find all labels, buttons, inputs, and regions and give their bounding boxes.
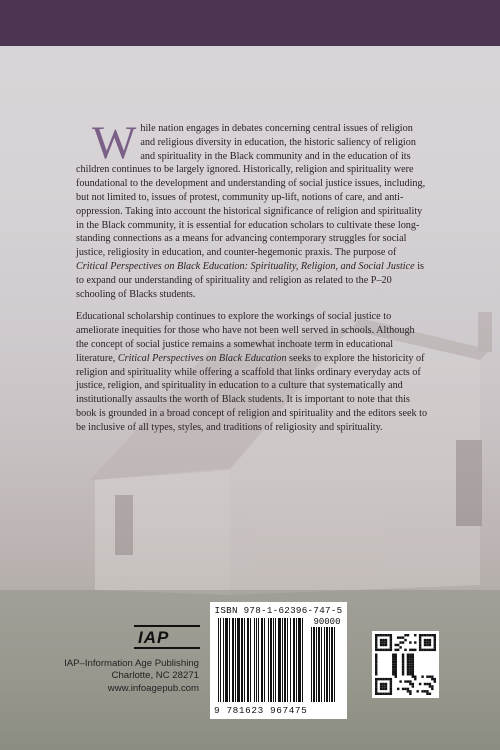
paragraph-2-text-b: seeks to explore the historicity of religion and spirituality while offering a scaffold that links ordinary everyday acts of justice, religion, and spirituality in education to a culture that systematically and institutionally assaults the worth of Black students. It is important to note that this book is grounded in a broad concept of religion and spirituality and the editors seek to be inclusive of all types, styles, and traditions of religiosity and spirituality.	[76, 352, 428, 433]
ean-barcode	[218, 618, 304, 702]
publisher-city: Charlotte, NC 28271	[111, 670, 199, 682]
publisher-name: IAP–Information Age Publishing	[64, 658, 199, 669]
drop-cap: W	[92, 117, 137, 169]
paragraph-1-text-b: is to expand our understanding of spirituality and religion as related to the P–20 schooling of Blacks students.	[76, 260, 425, 300]
paragraph-1-text-a: hile nation engages in debates concerning central issues of religion and religious diversity in education, the historic saliency of religion and spirituality in the Black community and in the education of its children continues to be largely ignored. Historically, religion and spirituality were foundational to the development and understanding of social justice issues, including, but not limited to, issues of protest, community up-lift, notions of care, and anti-oppression. Taking into account the historical significance of religion and spirituality in the Black community, it is essential for education scholars to cultivate these long-standing connections as a means for advancing contemporary struggles for social justice, religiosity in education, and counter-hegemonic praxis. The purpose of	[76, 123, 426, 259]
back-cover-description	[76, 117, 428, 444]
isbn-label: ISBN 978-1-62396-747-5	[214, 605, 343, 616]
publisher-logo	[134, 625, 200, 649]
publisher-url: www.infoagepub.com	[107, 682, 199, 694]
qr-code	[372, 631, 439, 698]
book-title-short: Critical Perspectives on Black Education	[117, 352, 287, 364]
book-title-full: Critical Perspectives on Black Education: Spirituality, Religion, and Social Justice	[76, 260, 415, 272]
publisher-info	[0, 658, 199, 695]
isbn-barcode-box	[210, 602, 347, 719]
addon-barcode	[311, 627, 341, 702]
barcode-addon-label: 90000	[313, 617, 341, 627]
ean-digits: 9 781623 967475	[214, 705, 308, 716]
qr-code-pattern	[375, 634, 436, 695]
publisher-logo-text: IAP	[138, 628, 170, 647]
paragraph-2-text-a: Educational scholarship continues to explore the workings of social justice to ameliorate inequities for those who have not been well served in schools. Although the concept of social justice remains a somewhat inchoate term in educational literature,	[76, 311, 415, 364]
paragraph-2	[76, 310, 428, 434]
paragraph-1	[76, 117, 428, 301]
